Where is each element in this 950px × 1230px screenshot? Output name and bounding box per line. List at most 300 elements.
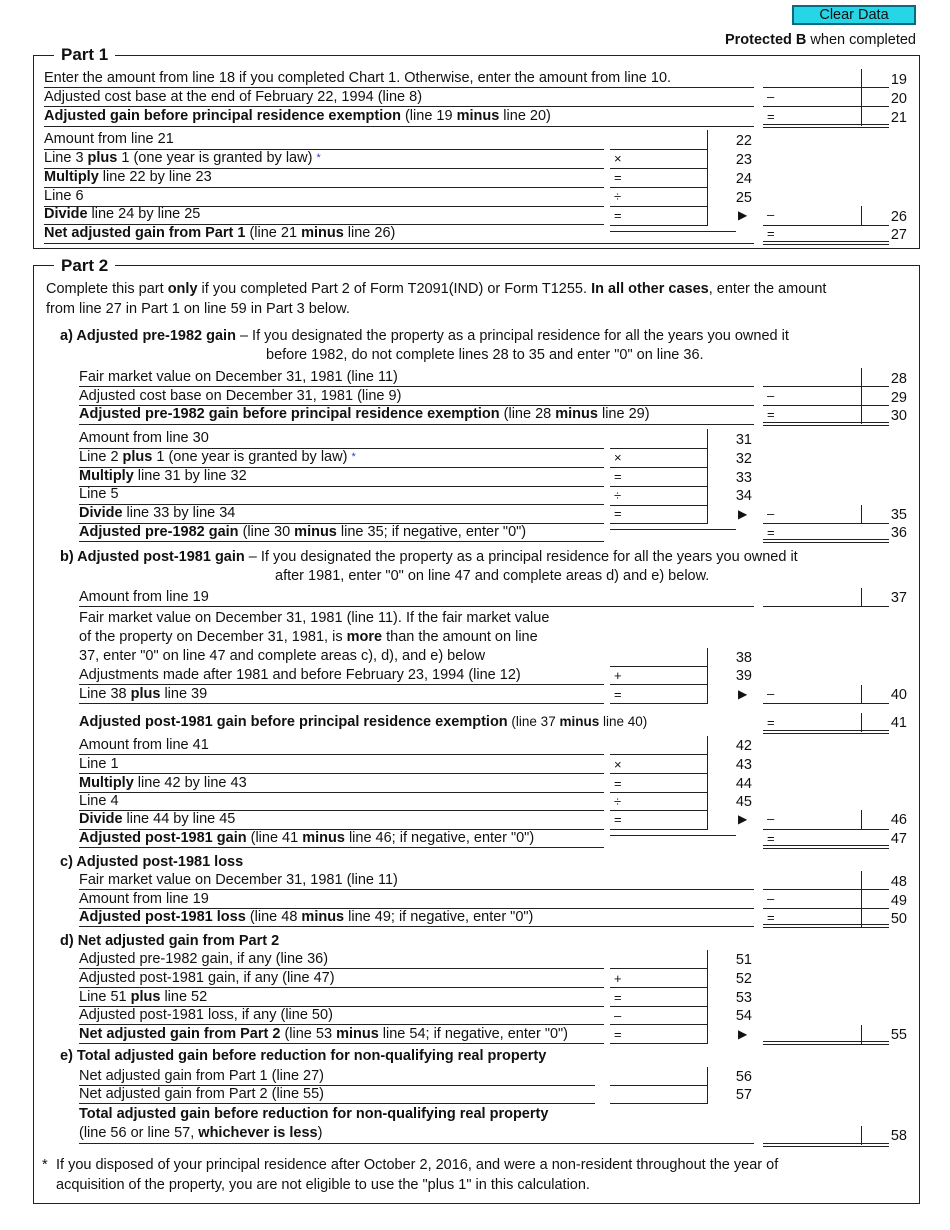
text-span: only [167,281,198,297]
text-span: line 31 by line 32 [133,468,247,484]
part2-intro-line1 [46,279,826,299]
asterisk-note: * [351,451,356,463]
rule-line [763,927,889,928]
text-span: (line 48 [245,909,302,925]
text-span: minus [336,1026,379,1042]
field-divider [707,969,708,988]
times-sign: × [614,450,622,465]
rule-line [610,225,708,226]
line-47-label [79,829,534,847]
equals-sign: = [767,715,775,730]
text-span: (line 37 [507,714,560,729]
text-span: plus [130,686,161,702]
line-number-40: 40 [890,687,907,703]
line-number-46: 46 [890,812,907,828]
part1-title: Part 1 [54,46,115,64]
line-38-field[interactable] [610,649,708,665]
line-26-field[interactable] [763,207,889,223]
equals-sign: = [614,776,622,791]
rule-line [610,703,708,704]
text-span: Multiply [79,775,134,791]
divide-sign: ÷ [614,488,622,503]
text-span: minus [294,524,337,540]
text-span: whichever is less [198,1125,318,1141]
text-span: minus [301,225,344,241]
field-divider [861,871,862,890]
text-span: Net adjusted gain from Part 2 [79,1026,281,1042]
arrow-icon: ▶ [738,507,748,521]
field-divider [707,1085,708,1104]
rule-line [610,835,736,836]
rule-line [79,424,754,425]
line-54-field[interactable] [610,1007,708,1023]
line-29-field[interactable] [763,388,889,404]
field-divider [861,88,862,107]
line-number-21: 21 [890,110,907,126]
text-span: – If you designated the property as a principal residence for all the years you owned it [244,549,798,565]
line-58-label-1: Total adjusted gain before reduction for non-qualifying real property [79,1106,549,1122]
line-29-label: Adjusted cost base on December 31, 1981 (line 9) [79,388,402,404]
line-39-label: Adjustments made after 1981 and before February 23, 1994 (line 12) [79,667,521,683]
line-47-field[interactable] [763,830,889,846]
protected-b-notice [725,32,916,48]
field-divider [707,755,708,774]
line-number-32: 32 [735,451,752,467]
line-20-label: Adjusted cost base at the end of February 22, 1994 (line 8) [44,89,423,105]
rule-line [610,529,736,530]
rule-line [763,1143,889,1144]
text-span: line 24 by line 25 [87,206,201,222]
rule-line [79,754,604,755]
line-45-label: Line 4 [79,793,119,809]
line-number-52: 52 [735,971,752,987]
line-46-label [79,810,235,828]
line-53-field[interactable] [610,989,708,1005]
text-span: Divide [79,811,123,827]
protected-label: Protected B [724,32,807,48]
line-number-19: 19 [890,72,907,88]
rule-line [79,792,604,793]
field-divider [707,429,708,448]
line-57-field[interactable] [610,1086,708,1102]
rule-line [763,539,889,540]
text-span: Adjusted post-1981 gain [79,830,247,846]
field-divider [707,1006,708,1025]
text-span: line 52 [160,989,208,1005]
field-divider [707,1025,708,1044]
rule-line [763,542,889,543]
line-23-label [44,149,321,167]
text-span: Line 38 [79,686,131,702]
text-span: 1 (one year is granted by law) [117,150,317,166]
minus-sign: – [767,388,775,403]
equals-sign: = [767,910,775,925]
line-55-field[interactable] [763,1026,889,1042]
text-span: line 20) [499,108,551,124]
line-31-label: Amount from line 30 [79,430,209,446]
line-40-field[interactable] [763,686,889,702]
text-span: Multiply [44,169,99,185]
equals-sign: = [614,469,622,484]
line-number-54: 54 [735,1008,752,1024]
equals-sign: = [614,208,622,223]
line-48-field[interactable] [763,872,889,888]
text-span: if you completed Part 2 of Form T2091(IND) or Form T1255. [197,281,592,297]
line-number-45: 45 [735,794,752,810]
line-number-42: 42 [735,738,752,754]
text-span: line 44 by line 45 [122,811,236,827]
line-39-field[interactable] [610,667,708,683]
line-21-field[interactable] [763,108,889,124]
rule-line [79,541,604,542]
line-58-label-2 [79,1124,322,1142]
text-span: than the amount on line [382,629,538,645]
section-e-heading: e) Total adjusted gain before reduction for non-qualifying real property [60,1048,547,1064]
line-41-label [79,713,647,731]
line-49-field[interactable] [763,891,889,907]
text-span: ) [317,1125,323,1141]
text-span: Complete this part [46,281,168,297]
text-span: (line 21 [245,225,302,241]
line-56-field[interactable] [610,1068,708,1084]
rule-line [610,1103,708,1104]
field-divider [861,368,862,387]
part2-title: Part 2 [54,257,115,275]
line-33-field[interactable] [610,468,708,484]
line-37-label: Amount from line 19 [79,589,209,605]
rule-line [44,243,754,244]
text-span: of the property on December 31, 1981, is [79,629,347,645]
field-divider [707,685,708,704]
minus-sign: – [767,506,775,521]
text-span: Multiply [79,468,134,484]
rule-line [610,968,708,969]
rule-line [79,1143,754,1144]
field-divider [707,736,708,755]
rule-line [763,386,889,387]
rule-line [79,1103,595,1104]
field-divider [707,130,708,149]
text-span: line 33 by line 34 [122,505,236,521]
text-span: Net adjusted gain from Part 1 [44,225,246,241]
field-divider [861,588,862,607]
text-span: minus [301,909,345,925]
line-30-field[interactable] [763,406,889,422]
field-divider [707,666,708,685]
text-span: (line 56 or line 57, [79,1125,199,1141]
line-44-label [79,774,247,792]
line-26-label [44,205,200,223]
divide-sign: ÷ [614,189,622,204]
line-34-field[interactable] [610,487,708,503]
line-50-label [79,908,533,926]
rule-line [763,1041,889,1042]
line-number-37: 37 [890,590,907,606]
line-43-field[interactable] [610,756,708,772]
line-number-34: 34 [735,488,752,504]
line-30-label [79,405,650,423]
rule-line [763,124,889,125]
text-span: In all other cases [591,281,709,297]
field-divider [707,648,708,667]
text-span: (line 53 [280,1026,337,1042]
line-25-field[interactable] [610,188,708,204]
line-52-label: Adjusted post-1981 gain, if any (line 47) [79,970,335,986]
rule-line [763,1146,889,1147]
field-divider [707,206,708,225]
times-sign: × [614,151,622,166]
text-span: plus [122,449,153,465]
line-number-49: 49 [890,893,907,909]
line-number-55: 55 [890,1027,907,1043]
line-48-label: Fair market value on December 31, 1981 (line 11) [79,872,398,888]
field-divider [707,486,708,505]
text-span: line 29) [597,406,650,422]
text-span: Adjusted gain before principal residence exemption [44,108,401,124]
line-51-field[interactable] [610,951,708,967]
line-number-22: 22 [735,133,752,149]
part2-intro-line2: from line 27 in Part 1 on line 59 in Part 3 below. [46,301,350,317]
text-span: – If you designated the property as a principal residence for all the years you owned it [235,328,789,344]
section-c-heading: c) Adjusted post-1981 loss [60,854,244,870]
field-divider [861,387,862,406]
text-span: line 46; if negative, enter "0") [344,830,535,846]
divide-sign: ÷ [614,794,622,809]
line-number-23: 23 [735,152,752,168]
line-42-field[interactable] [610,737,708,753]
rule-line [610,523,708,524]
rule-line [79,703,604,704]
line-46-calc-field[interactable] [610,811,708,827]
text-span: a) Adjusted pre-1982 gain [60,328,236,344]
equals-sign: = [767,525,775,540]
rule-line [763,848,889,849]
line-43-label: Line 1 [79,756,119,772]
rule-line [610,1024,708,1025]
line-number-30: 30 [890,408,907,424]
rule-line [763,703,889,704]
minus-sign: – [767,686,775,701]
rule-line [610,1043,708,1044]
line-35-label [79,504,235,522]
rule-line [44,126,754,127]
line-number-20: 20 [890,91,907,107]
line-32-label [79,448,356,466]
rule-line [763,87,889,88]
rule-line [79,1043,604,1044]
field-divider [707,988,708,1007]
field-divider [861,69,862,88]
rule-line [44,187,604,188]
line-23-field[interactable] [610,150,708,166]
line-46-field[interactable] [763,811,889,827]
line-55-label [79,1025,568,1043]
field-divider [707,810,708,829]
line-number-25: 25 [735,190,752,206]
line-28-field[interactable] [763,369,889,385]
line-21-label [44,107,551,125]
line-52-field[interactable] [610,970,708,986]
plus-sign: + [614,668,622,683]
line-42-label: Amount from line 41 [79,737,209,753]
line-40-calc-field[interactable] [610,686,708,702]
times-sign: × [614,757,622,772]
line-57-label: Net adjusted gain from Part 2 (line 55) [79,1086,325,1102]
section-a-instructions: before 1982, do not complete lines 28 to 35 and enter "0" on line 36. [266,347,704,363]
equals-sign: = [614,1027,622,1042]
text-span: Adjusted pre-1982 gain [79,524,239,540]
rule-line [610,754,708,755]
rule-line [763,733,889,734]
text-span: line 40) [599,714,648,729]
section-a-heading [60,327,789,345]
field-divider [707,1067,708,1086]
line-50-field[interactable] [763,909,889,925]
text-span: plus [87,150,118,166]
rule-line [763,1044,889,1045]
text-span: Line 3 [44,150,88,166]
equals-sign: = [614,990,622,1005]
text-span: 1 (one year is granted by law) [152,449,352,465]
line-54-label: Adjusted post-1981 loss, if any (line 50) [79,1007,333,1023]
text-span: line 39 [160,686,208,702]
text-span: plus [130,989,161,1005]
line-number-36: 36 [890,525,907,541]
rule-line [79,847,604,848]
line-27-label [44,224,395,242]
line-53-label [79,988,207,1006]
line-number-50: 50 [890,911,907,927]
text-span: line 35; if negative, enter "0") [336,524,527,540]
rule-line [610,987,708,988]
line-33-label [79,467,247,485]
line-38-label-2 [79,628,538,646]
rule-line [610,773,708,774]
line-number-39: 39 [735,668,752,684]
line-number-47: 47 [890,831,907,847]
rule-line [763,422,889,423]
line-45-field[interactable] [610,793,708,809]
line-35-calc-field[interactable] [610,506,708,522]
line-28-label: Fair market value on December 31, 1981 (line 11) [79,369,398,385]
field-divider [707,950,708,969]
field-divider [707,187,708,206]
rule-line [763,244,889,245]
line-number-26: 26 [890,209,907,225]
text-span: (line 28 [499,406,556,422]
text-span: line 22 by line 23 [98,169,212,185]
line-37-field[interactable] [763,589,889,605]
line-31-field[interactable] [610,430,708,446]
text-span: Adjusted post-1981 loss [79,909,246,925]
line-34-label: Line 5 [79,486,119,502]
equals-sign: = [767,109,775,124]
text-span: Line 51 [79,989,131,1005]
rule-line [763,606,889,607]
rule-line [763,924,889,925]
field-divider [707,774,708,793]
section-d-heading: d) Net adjusted gain from Part 2 [60,933,280,949]
arrow-icon: ▶ [738,687,748,701]
clear-data-button[interactable]: Clear Data [792,5,916,25]
arrow-icon: ▶ [738,208,748,222]
field-divider [861,890,862,909]
text-span: (line 30 [238,524,295,540]
line-24-label [44,168,212,186]
line-number-35: 35 [890,507,907,523]
text-span: Divide [44,206,88,222]
line-27-field[interactable] [763,226,889,242]
protected-suffix: when completed [806,32,916,48]
rule-line [610,684,708,685]
line-number-43: 43 [735,757,752,773]
line-19-field[interactable] [763,70,889,86]
field-divider [861,206,862,225]
line-41-field[interactable] [763,714,889,730]
equals-sign: = [614,170,622,185]
line-number-51: 51 [735,952,752,968]
rule-line [763,845,889,846]
field-divider [707,467,708,486]
line-58-field[interactable] [763,1127,889,1143]
line-number-27: 27 [890,227,907,243]
line-49-label: Amount from line 19 [79,891,209,907]
rule-line [763,106,889,107]
line-number-53: 53 [735,990,752,1006]
line-44-field[interactable] [610,775,708,791]
section-b-instructions: after 1981, enter "0" on line 47 and complete areas d) and e) below. [275,568,710,584]
text-span: Line 2 [79,449,123,465]
rule-line [763,425,889,426]
line-20-field[interactable] [763,89,889,105]
line-24-field[interactable] [610,169,708,185]
line-40-label [79,685,207,703]
minus-sign: – [614,1008,622,1023]
line-22-field[interactable] [610,131,708,147]
line-number-56: 56 [735,1069,752,1085]
asterisk-note: * [316,152,321,164]
field-divider [707,168,708,187]
line-55-calc-field[interactable] [610,1026,708,1042]
line-32-field[interactable] [610,449,708,465]
line-25-label: Line 6 [44,188,84,204]
equals-sign: = [767,831,775,846]
field-divider [707,792,708,811]
line-26-calc-field[interactable] [610,207,708,223]
line-36-field[interactable] [763,524,889,540]
field-divider [707,505,708,524]
line-number-57: 57 [735,1087,752,1103]
arrow-icon: ▶ [738,1027,748,1041]
rule-line [79,486,604,487]
text-span: Adjusted post-1981 gain before principal residence exemption [79,714,508,730]
text-span: (line 41 [246,830,303,846]
line-51-label: Adjusted pre-1982 gain, if any (line 36) [79,951,329,967]
line-number-28: 28 [890,371,907,387]
text-span: line 49; if negative, enter "0") [344,909,534,925]
minus-sign: – [767,89,775,104]
line-number-48: 48 [890,874,907,890]
line-35-field[interactable] [763,506,889,522]
line-number-41: 41 [890,715,907,731]
line-38-label-3: 37, enter "0" on line 47 and complete areas c), d), and e) below [79,648,486,664]
section-b-heading [60,548,798,566]
rule-line [763,241,889,242]
line-number-44: 44 [735,776,752,792]
text-span: line 42 by line 43 [133,775,247,791]
text-span: minus [555,406,598,422]
minus-sign: – [767,811,775,826]
